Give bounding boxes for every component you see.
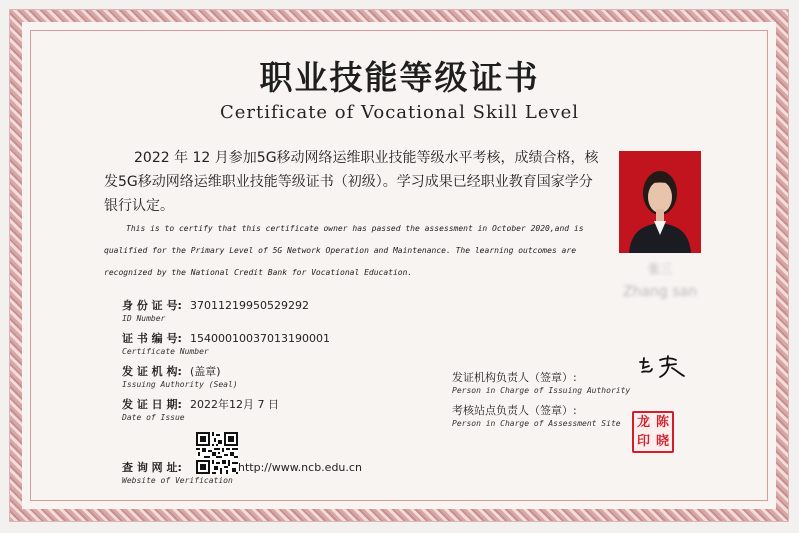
issuing-authority-label-en: Issuing Authority (Seal) (122, 380, 238, 389)
certificate-body-cn (104, 146, 599, 218)
issue-date-value: 2022年12月 7 日 (190, 398, 279, 411)
issuing-person-label-en: Person in Charge of Issuing Authority (452, 386, 631, 395)
qr-code-icon[interactable] (196, 432, 238, 474)
certificate-number-label: 证 书 编 号: (122, 332, 182, 345)
body-en-text: This is to certify that this certificate owner has passed the assessment in October 2020,and is qualified for the Primary Level of 5G Network Operation and Maintenance. The learning outcomes are recognized by the National Credit Bank for Vocational Education. (104, 224, 584, 277)
issuing-person-label: 发证机构负责人（签章）: (452, 371, 577, 384)
id-number-value: 370112199505292​92 (190, 299, 309, 312)
seal-char-2: 陈 (655, 415, 669, 430)
certificate-number-field (122, 331, 442, 358)
certificate-body-en (104, 218, 609, 284)
assessment-person-label: 考核站点负责人（签章）: (452, 404, 577, 417)
issuing-authority-label: 发 证 机 构: (122, 365, 182, 378)
issuing-authority-field (122, 364, 442, 391)
verification-site-label-en: Website of Verification (122, 476, 233, 485)
seal-char-3: 印 (636, 434, 650, 449)
personal-seal (632, 411, 674, 453)
holder-photo (619, 151, 701, 253)
certificate-number-value: 15400010037013190001 (190, 332, 330, 345)
issue-date-label-en: Date of Issue (122, 413, 185, 422)
seal-char-4: 晓 (655, 434, 669, 449)
assessment-person-label-en: Person in Charge of Assessment Site (452, 419, 621, 428)
id-number-field (122, 298, 442, 325)
id-number-label-en: ID Number (122, 314, 166, 323)
certificate-fields (122, 298, 442, 493)
certificate-number-label-en: Certificate Number (122, 347, 209, 356)
issue-date-label: 发 证 日 期: (122, 398, 182, 411)
certificate-title-en: Certificate of Vocational Skill Level (219, 102, 580, 123)
handwritten-signature (636, 352, 692, 380)
certificate-title-cn: 职业技能等级证书 (259, 58, 540, 97)
verification-site-field (122, 460, 442, 487)
body-cn-text: 2022 年 12 月参加5G移动网络运维职业技能等级水平考核，成绩合格，核发5G移动网络运维职业技能等级证书（初级）。学习成果已经职业教育国家学分银行认定。 (104, 150, 599, 214)
holder-name-en: Zhang san (623, 284, 697, 300)
verification-site-link[interactable]: http://www.ncb.edu.cn (238, 461, 362, 474)
holder-name-cn: 张三 (647, 262, 672, 276)
seal-char-1: 龙 (636, 415, 650, 430)
issue-date-field (122, 397, 442, 424)
verification-site-label: 查 询 网 址: (122, 461, 182, 474)
id-number-label: 身 份 证 号: (122, 299, 182, 312)
issuing-authority-value: (盖章) (190, 365, 221, 378)
